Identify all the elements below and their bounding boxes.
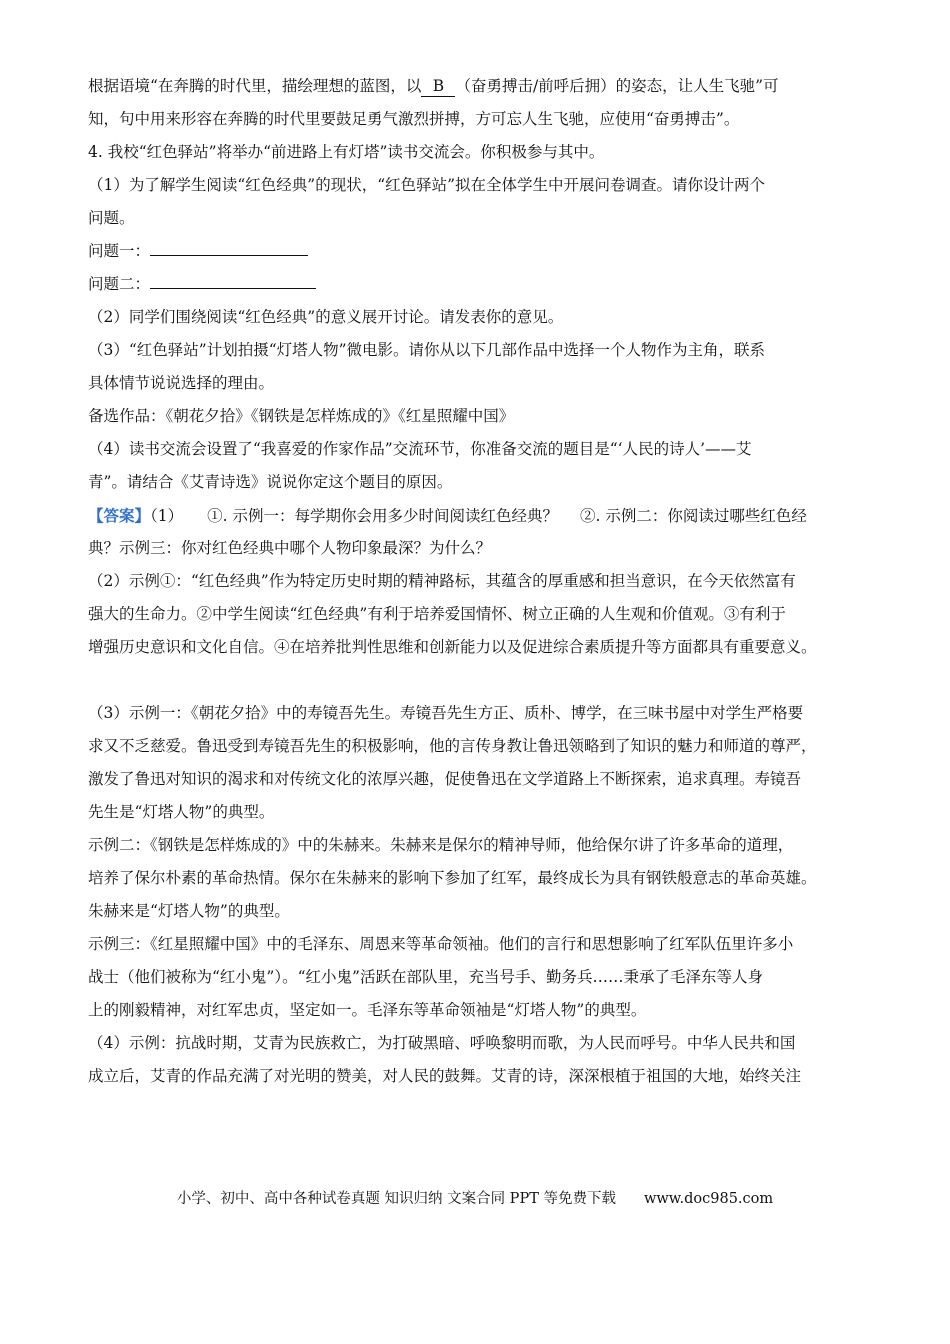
question-two-line: 问题二： [88,268,878,301]
paragraph-line: （4）读书交流会设置了“我喜爱的作家作品”交流环节，你准备交流的题目是“‘人民的诗人’——艾 [88,440,752,458]
paragraph-line: 青”。请结合《艾青诗选》说说你定这个题目的原因。 [88,473,453,491]
footer-url: www.doc985.com [643,1191,774,1207]
fill-blank-answer: B [421,76,455,97]
paragraph-line: 根据语境“在奔腾的时代里，描绘理想的蓝图，以 B （奋勇搏击/前呼后拥）的姿态，让人生飞驰”可 [88,77,779,95]
answer-line: 【答案】（1） ①. 示例一：每学期你会用多少时间阅读红色经典？ ②. 示例二：你阅读过哪些红色经 [88,506,807,525]
paragraph-line: 具体情节说说选择的理由。 [88,374,275,392]
paragraph-line: 战士（他们被称为“红小鬼”）。“红小鬼”活跃在部队里，充当号手、勤务兵……秉承了毛泽东等人身 [88,968,763,986]
question-one-line: 问题一： [88,235,878,268]
paragraph-line: 增强历史意识和文化自信。④在培养批判性思维和创新能力以及促进综合素质提升等方面都具有重要意义。 [88,638,817,656]
paragraph-line: 激发了鲁迅对知识的渴求和对传统文化的浓厚兴趣，促使鲁迅在文学道路上不断探索，追求真理。寿镜吾 [88,770,802,788]
question-heading: 4. 我校“红色驿站”将举办“前进路上有灯塔”读书交流会。你积极参与其中。 [88,143,605,161]
answer-blank-line [150,237,308,256]
page-footer [0,1187,950,1208]
paragraph-line: 先生是“灯塔人物”的典型。 [88,803,275,821]
paragraph-line: 示例三：《红星照耀中国》中的毛泽东、周恩来等革命领袖。他们的言行和思想影响了红军队伍里许多小 [88,935,794,953]
paragraph-line: 朱赫来是“灯塔人物”的典型。 [88,902,290,920]
paragraph-line: 培养了保尔朴素的革命热情。保尔在朱赫来的影响下参加了红军，最终成长为具有钢铁般意志的革命英雄。 [88,869,817,887]
answer-blank-line [150,270,316,289]
footer-text: 小学、初中、高中各种试卷真题 知识归纳 文案合同 PPT 等免费下载 [176,1191,616,1207]
paragraph-line: 示例二：《钢铁是怎样炼成的》中的朱赫来。朱赫来是保尔的精神导师，他给保尔讲了许多革命的道理， [88,836,794,854]
paragraph-line: 典？示例三：你对红色经典中哪个人物印象最深？为什么？ [88,539,492,557]
paragraph-line: 备选作品：《朝花夕拾》《钢铁是怎样炼成的》《红星照耀中国》 [88,407,515,425]
paragraph-line: （3）示例一：《朝花夕拾》中的寿镜吾先生。寿镜吾先生方正、质朴、博学，在三味书屋中对学生严格要 [88,704,804,722]
paragraph-line: 强大的生命力。②中学生阅读“红色经典”有利于培养爱国情怀、树立正确的人生观和价值观。③有利于 [88,605,786,623]
paragraph-line: （4）示例：抗战时期，艾青为民族救亡，为打破黑暗、呼唤黎明而歌，为人民而呼号。中华人民共和国 [88,1034,796,1052]
answer-tag: 【答案】 [88,506,151,525]
paragraph-line: （2）示例①：“红色经典”作为特定历史时期的精神路标，其蕴含的厚重感和担当意识，在今天依然富有 [88,572,796,590]
paragraph-line: 问题。 [88,209,135,227]
paragraph-line: （3）“红色驿站”计划拍摄“灯塔人物”微电影。请你从以下几部作品中选择一个人物作为主角，联系 [88,341,766,359]
paragraph-line: 知，句中用来形容在奔腾的时代里要鼓足勇气激烈拼搏，方可忘人生飞驰，应使用“奋勇搏击”。 [88,110,740,128]
paragraph-line: 成立后，艾青的作品充满了对光明的赞美，对人民的鼓舞。艾青的诗，深深根植于祖国的大地，始终关注 [88,1067,802,1085]
paragraph-line: 上的刚毅精神，对红军忠贞，坚定如一。毛泽东等革命领袖是“灯塔人物”的典型。 [88,1001,647,1019]
paragraph-line: （1）为了解学生阅读“红色经典”的现状，“红色驿站”拟在全体学生中开展问卷调查。请你设计两个 [88,176,766,194]
document-body [88,70,878,1093]
paragraph-line: 求又不乏慈爱。鲁迅受到寿镜吾先生的积极影响，他的言传身教让鲁迅领略到了知识的魅力和师道的尊严， [88,737,817,755]
paragraph-line: （2）同学们围绕阅读“红色经典”的意义展开讨论。请发表你的意见。 [88,308,564,326]
